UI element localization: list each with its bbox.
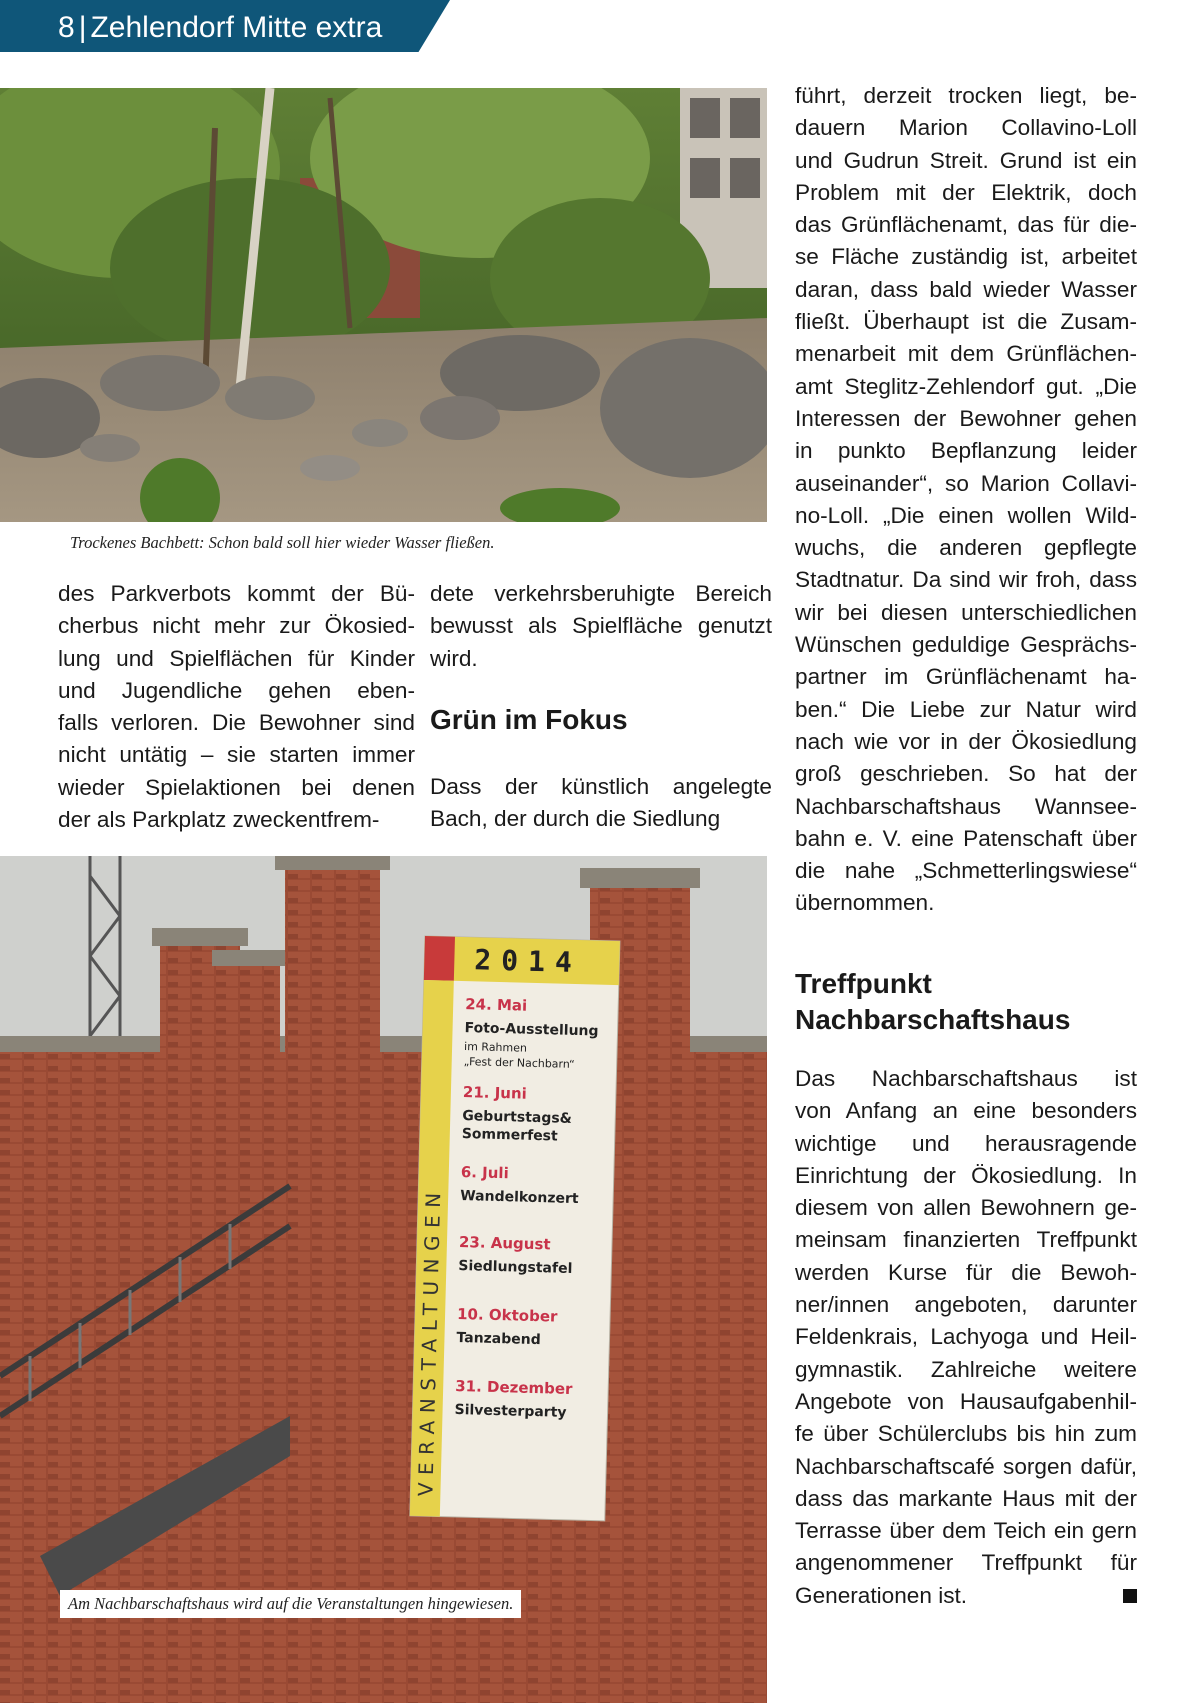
text-line: ben.“ Die Liebe zur Natur wird xyxy=(795,696,1137,722)
column-3 xyxy=(795,80,1137,920)
end-of-article-icon xyxy=(1123,1589,1137,1603)
text-line: amt Steglitz-Zehlendorf gut. „Die xyxy=(795,373,1137,399)
section-title: Zehlendorf Mitte extra xyxy=(90,11,383,44)
text-line: Einrichtung der Ökosiedlung. In xyxy=(795,1162,1137,1188)
text-line: des Parkverbots kommt der Bü- xyxy=(58,581,415,606)
banner-event-date: 23. August xyxy=(458,1232,551,1254)
text-line: Stadtnatur. Da sind wir froh, dass xyxy=(795,567,1137,593)
text-line: menarbeit mit dem Grünflächen- xyxy=(795,341,1137,367)
text-line: von Anfang an eine besonders xyxy=(795,1098,1137,1124)
text-line: Bach, der durch die Siedlung xyxy=(430,806,721,832)
text-line: wichtige und herausragende xyxy=(795,1130,1137,1156)
text-line: die nahe „Schmetterlingswiese“ xyxy=(795,858,1137,884)
banner-event-title: Silvesterparty xyxy=(454,1401,567,1421)
text-line: Feldenkrais, Lachyoga und Heil- xyxy=(795,1324,1137,1350)
banner-event-sub: Sommerfest xyxy=(461,1126,558,1145)
banner-event-title: Tanzabend xyxy=(456,1329,541,1349)
page-number: 8 xyxy=(58,11,75,44)
text-line: Nachbarschaftshaus Wannsee- xyxy=(795,793,1137,819)
text-line: das Grünflächenamt, das für die- xyxy=(795,212,1137,238)
building-illustration xyxy=(0,856,767,1703)
banner-event-date: 21. Juni xyxy=(462,1083,528,1103)
text-line: Terrasse über dem Teich ein gern xyxy=(795,1518,1137,1544)
banner-event-title: Wandelkonzert xyxy=(459,1188,579,1208)
text-line: gymnastik. Zahlreiche weitere xyxy=(795,1356,1137,1382)
banner-event-title: Foto-Ausstellung xyxy=(464,1020,599,1040)
banner-event-title: Siedlungstafel xyxy=(458,1257,573,1277)
text-line: und Jugendliche gehen eben- xyxy=(58,677,415,703)
column-1 xyxy=(58,578,415,836)
text-line: Dass der künstlich angelegte xyxy=(430,774,772,799)
banner-event-date: 6. Juli xyxy=(460,1163,509,1183)
banner-year: 2014 xyxy=(473,943,583,980)
text-line: meinsam finanzierten Treffpunkt xyxy=(795,1227,1137,1253)
text-line: se Fläche zuständig ist, arbeitet xyxy=(795,244,1137,270)
section-header-text xyxy=(58,8,382,48)
text-line: wird. xyxy=(430,645,478,671)
text-line: fe über Schülerclubs bis hin zum xyxy=(795,1421,1137,1447)
text-line: Interessen der Bewohner gehen xyxy=(795,405,1137,431)
building-photo xyxy=(0,856,767,1703)
text-line: Generationen ist. xyxy=(795,1582,968,1608)
banner-event-date: 24. Mai xyxy=(464,995,528,1015)
banner-event-title: Geburtstags& xyxy=(462,1108,573,1127)
text-line: bahn e. V. eine Patenschaft über xyxy=(795,825,1137,851)
text-line: no-Loll. „Die einen wollen Wild- xyxy=(795,502,1137,528)
text-line: Angebote von Hausaufgabenhil- xyxy=(795,1388,1137,1414)
text-line: partner im Grünflächenamt ha- xyxy=(795,664,1137,690)
banner-event-sub: „Fest der Nachbarn“ xyxy=(463,1055,575,1071)
text-line: dete verkehrsberuhigte Bereich xyxy=(430,581,772,606)
text-line: führt, derzeit trocken liegt, be- xyxy=(795,83,1137,108)
banner-event-date: 10. Oktober xyxy=(456,1304,558,1326)
text-line: werden Kurse für die Bewoh- xyxy=(795,1259,1137,1285)
text-line: in punkto Bepflanzung leider xyxy=(795,438,1137,464)
text-line: nach wie vor in der Ökosiedlung xyxy=(795,728,1137,754)
subheading-line-1: Treffpunkt xyxy=(795,968,932,999)
building-caption: Am Nachbarschaftshaus wird auf die Veranstaltungen hingewiesen. xyxy=(60,1590,521,1618)
garden-illustration xyxy=(0,88,767,522)
text-line: der als Parkplatz zweckentfrem- xyxy=(58,807,380,833)
banner-event-sub: im Rahmen xyxy=(463,1040,528,1055)
text-line: groß geschrieben. So hat der xyxy=(795,761,1137,787)
text-line: Nachbarschaftscafé sorgen dafür, xyxy=(795,1453,1137,1479)
banner-vertical: VERANSTALTUNGEN xyxy=(413,1185,446,1497)
header-separator: | xyxy=(78,11,87,44)
text-line: nicht untätig – sie starten immer xyxy=(58,742,415,768)
text-line: wieder Spielaktionen bei denen xyxy=(58,774,415,800)
text-line: angenommener Treffpunkt für xyxy=(795,1550,1137,1576)
subheading-line-2: Nachbarschaftshaus xyxy=(795,1004,1071,1035)
text-line: diesem von allen Bewohnern ge- xyxy=(795,1195,1137,1221)
subheading-gruen-im-fokus: Grün im Fokus xyxy=(430,704,628,735)
garden-caption: Trockenes Bachbett: Schon bald soll hier wieder Wasser fließen. xyxy=(70,533,495,552)
text-line: wir bei diesen unterschiedlichen xyxy=(795,599,1137,625)
text-line: dauern Marion Collavino-Loll xyxy=(795,115,1137,141)
text-line: falls verloren. Die Bewohner sind xyxy=(58,710,415,736)
garden-photo xyxy=(0,88,767,522)
text-line: Problem mit der Elektrik, doch xyxy=(795,179,1137,205)
column-2-continued xyxy=(430,771,772,836)
text-line: wuchs, die anderen gepflegte xyxy=(795,535,1137,561)
text-line: bewusst als Spielfläche genutzt xyxy=(430,613,772,639)
text-line: lung und Spielflächen für Kinder xyxy=(58,645,415,671)
text-line: Wünschen geduldige Gesprächs- xyxy=(795,632,1137,658)
text-line: auseinander“, so Marion Collavi- xyxy=(795,470,1137,496)
text-line: fließt. Überhaupt ist die Zusam- xyxy=(795,309,1137,335)
column-3-continued xyxy=(795,1063,1137,1612)
text-line: ner/innen angeboten, darunter xyxy=(795,1292,1137,1318)
text-line: übernommen. xyxy=(795,890,935,916)
banner-event-date: 31. Dezember xyxy=(454,1376,573,1399)
column-2 xyxy=(430,578,772,675)
text-line: dass das markante Haus mit der xyxy=(795,1485,1137,1511)
text-line: daran, dass bald wieder Wasser xyxy=(795,276,1137,302)
text-line: und Gudrun Streit. Grund ist ein xyxy=(795,147,1137,173)
subheading-treffpunkt xyxy=(795,966,1137,1038)
text-line: Das Nachbarschaftshaus ist xyxy=(795,1066,1137,1091)
text-line: cherbus nicht mehr zur Ökosied- xyxy=(58,613,415,639)
